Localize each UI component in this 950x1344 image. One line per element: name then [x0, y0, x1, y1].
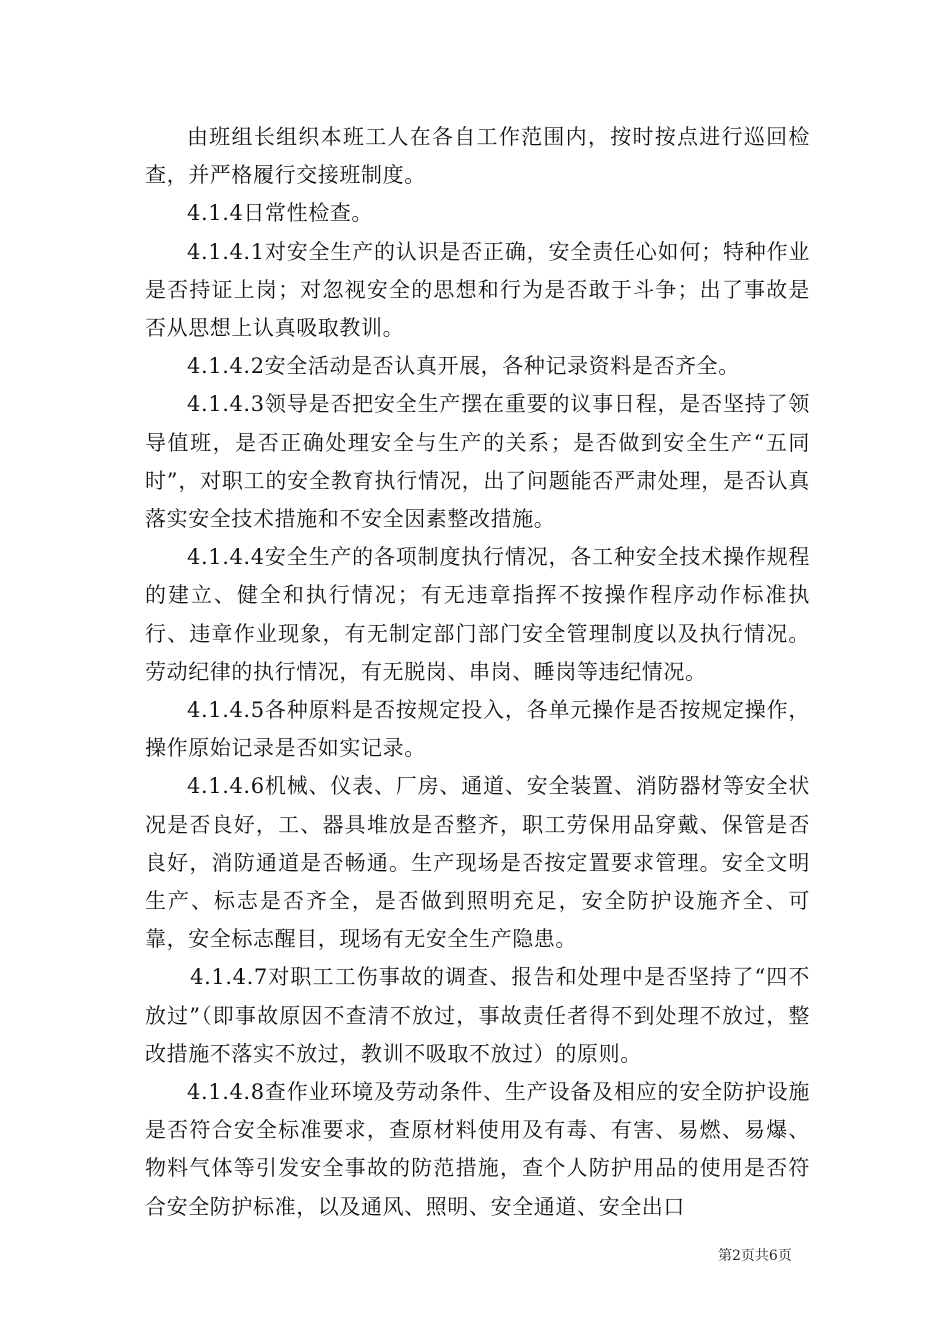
paragraph-4-1-4-4: 4.1.4.4安全生产的各项制度执行情况，各工种安全技术操作规程的建立、健全和执行情况；有无违章指挥不按操作程序动作标准执行、违章作业现象，有无制定部门部门安全管理制度以及执行情况。劳动纪律的执行情况，有无脱岗、串岗、睡岗等违纪情况。 [145, 545, 810, 684]
paragraph-4-1-4-5: 4.1.4.5各种原料是否按规定投入，各单元操作是否按规定操作，操作原始记录是否如实记录。 [145, 698, 810, 761]
paragraph-shift-inspection: 由班组长组织本班工人在各自工作范围内，按时按点进行巡回检查，并严格履行交接班制度。 [145, 125, 810, 188]
paragraph-4-1-4-8: 4.1.4.8查作业环境及劳动条件、生产设备及相应的安全防护设施是否符合安全标准要求，查原材料使用及有毒、有害、易燃、易爆、物料气体等引发安全事故的防范措施，查个人防护用品的使用是否符合安全防护标准，以及通风、照明、安全通道、安全出口 [145, 1080, 810, 1219]
paragraph-4-1-4-3: 4.1.4.3领导是否把安全生产摆在重要的议事日程，是否坚持了领导值班，是否正确处理安全与生产的关系；是否做到安全生产“五同时”，对职工的安全教育执行情况，出了问题能否严肃处理，是否认真落实安全技术措施和不安全因素整改措施。 [145, 392, 810, 532]
paragraph-section-4-1-4: 4.1.4日常性检查。 [187, 201, 374, 226]
paragraph-4-1-4-1: 4.1.4.1对安全生产的认识是否正确，安全责任心如何；特种作业是否持证上岗；对忽视安全的思想和行为是否敢于斗争；出了事故是否从思想上认真吸取教训。 [145, 239, 810, 341]
paragraph-4-1-4-7: 4.1.4.7对职工工伤事故的调查、报告和处理中是否坚持了“四不放过”（即事故原因不查清不放过，事故责任者得不到处理不放过，整改措施不落实不放过，教训不吸取不放过）的原则。 [145, 965, 810, 1066]
document-body [145, 118, 810, 1226]
paragraph-4-1-4-6: 4.1.4.6机械、仪表、厂房、通道、安全装置、消防器材等安全状况是否良好，工、器具堆放是否整齐，职工劳保用品穿戴、保管是否良好，消防通道是否畅通。生产现场是否按定置要求管理。安全文明生产、标志是否齐全，是否做到照明充足，安全防护设施齐全、可靠，安全标志醒目，现场有无安全生产隐患。 [145, 774, 810, 952]
page-number: 第2页共6页 [718, 1248, 792, 1264]
paragraph-4-1-4-2: 4.1.4.2安全活动是否认真开展，各种记录资料是否齐全。 [187, 354, 740, 379]
